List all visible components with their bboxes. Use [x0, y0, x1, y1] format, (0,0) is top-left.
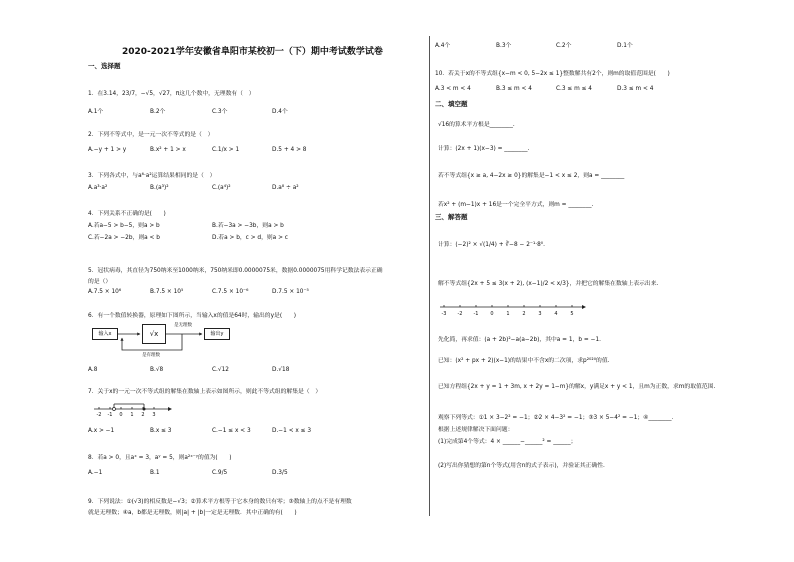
tick-label: 2 — [141, 412, 145, 418]
q2-option-c: C.1/x > 1 — [212, 147, 240, 153]
q6-option-b: B.√8 — [150, 367, 164, 373]
q9-option-b: B.3个 — [496, 43, 512, 49]
q19-stem: 已知方程组{2x + y = 1 + 3m, x + 2y = 1−m}的解x，y满足x + y < 1，且m为正数，求m的取值范围. — [438, 384, 716, 390]
tick-label: -3 — [441, 311, 447, 317]
q6-option-a: A.8 — [88, 367, 98, 373]
q3-option-a: A.a³·a² — [88, 185, 108, 191]
q9-option-c: C.2个 — [556, 43, 572, 49]
q13-stem: 若不等式组{x ≥ a, 4−2x ≥ 0}的解集是−1 < x ≤ 2，则a = ________ — [438, 173, 625, 179]
page-title: 2020-2021学年安徽省阜阳市某校初一（下）期中考试数学试卷 — [122, 47, 383, 57]
q5-option-b: B.7.5 × 10⁵ — [150, 289, 184, 295]
rational-branch-label: 是无理数 — [174, 323, 192, 328]
q16-number-line — [438, 300, 588, 320]
section-heading-fill: 二、填空题 — [435, 100, 468, 108]
tick-label: -1 — [473, 311, 479, 317]
q8-option-b: B.1 — [150, 470, 160, 476]
q10-option-b: B.3 ≤ m < 4 — [496, 86, 532, 92]
q6-option-d: D.√18 — [272, 367, 290, 373]
q18-stem: 已知：(x² + px + 2)(x−1)的结果中不含x的二次项，求p²⁰²⁰的值. — [438, 358, 610, 364]
tick-label: -2 — [457, 311, 463, 317]
q9-option-a: A.4个 — [435, 43, 451, 49]
q2-option-d: D.5 + 4 > 8 — [272, 147, 307, 153]
q10-option-c: C.3 ≤ m ≤ 4 — [556, 86, 592, 92]
column-divider — [429, 36, 430, 516]
q7-number-line — [92, 397, 172, 419]
q2-option-b: B.x² + 1 > x — [150, 147, 186, 153]
q9-stem-line2: 就是无理数；④a，b都是无理数，则|a| + |b|一定是无理数．其中正确的有( ) — [88, 510, 297, 516]
q4-option-c: C.若−2a > −2b，则a < b — [88, 235, 160, 241]
q4-stem: 4．下列关系不正确的是( ) — [88, 211, 166, 217]
q17-stem: 先化简，再求值：(a + 2b)²−a(a−2b)，其中a = 1，b = −1. — [438, 337, 601, 343]
q1-option-c: C.3个 — [212, 109, 228, 115]
q3-option-d: D.a⁸ ÷ a² — [272, 185, 299, 191]
q1-stem: 1．在3.14，23/7，−√5，√27，π这几个数中，无理数有（ ） — [88, 91, 255, 97]
q16-stem: 解不等式组{2x + 5 ≤ 3(x + 2), (x−1)/2 < x/3}，并把它的解集在数轴上表示出来. — [438, 281, 659, 287]
q1-option-b: B.2个 — [150, 109, 166, 115]
tick-label: 1 — [506, 311, 510, 317]
q10-stem: 10．若关于x的不等式组{x−m < 0, 5−2x ≤ 1}整数解共有2个，则m的取值范围是( ) — [435, 71, 670, 77]
q10-option-d: D.3 ≤ m < 4 — [617, 86, 654, 92]
q7-stem: 7．关于x的一元一次不等式组的解集在数轴上表示如图所示，则此不等式组的解集是（ ） — [88, 389, 322, 395]
section-heading-choice: 一、选择题 — [88, 62, 121, 70]
q8-option-d: D.3/5 — [272, 470, 288, 476]
q2-option-a: A.−y + 1 > y — [88, 147, 127, 153]
q6-option-c: C.√12 — [212, 367, 229, 373]
tick-label: 2 — [522, 311, 526, 317]
q2-stem: 2．下列不等式中，是一元一次不等式的是（ ） — [88, 132, 214, 138]
q4-option-a: A.若a−5 > b−5，则a > b — [88, 223, 160, 229]
q6-stem: 6．有一个数值转换器，原理如下图所示，当输入x的值是64时，输出的y是( ) — [88, 313, 296, 319]
q20-stem-line1: 观察下列等式：①1 × 3−2² = −1；②2 × 4−3² = −1；③3 × 5−4² = −1；④________． — [438, 415, 678, 421]
q9-stem-line1: 9．下列说法：①(√3)的相反数是−√3；②算术平方根等于它本身的数只有零；③数轴上的点不是有理数 — [88, 499, 352, 505]
q14-stem: 若x² + (m−1)x + 16是一个完全平方式，则m = ________. — [438, 202, 594, 208]
sqrt-box: √x — [142, 324, 166, 344]
irrational-branch-label: 是有理数 — [142, 353, 160, 358]
tick-label: 4 — [554, 311, 558, 317]
tick-label: 5 — [570, 311, 574, 317]
q8-stem: 8．若a > 0，且aˣ = 3，aʸ = 5，则a²ˣ⁻ʸ的值为( ) — [88, 455, 232, 461]
tick-label: 3 — [152, 412, 156, 418]
q4-option-d: D.若a > b，c > d，则a > c — [212, 235, 288, 241]
tick-label: -1 — [107, 412, 113, 418]
q5-option-a: A.7.5 × 10⁶ — [88, 289, 122, 295]
q7-option-a: A.x > −1 — [88, 428, 115, 434]
q8-option-a: A.−1 — [88, 470, 103, 476]
q4-option-b: B.若−3a > −3b，则a > b — [212, 223, 284, 229]
q7-option-c: C.−1 ≤ x < 3 — [212, 428, 251, 434]
q20-part1: (1)完成第4个等式：4 × ______−______² = ______； — [438, 439, 577, 445]
q10-option-a: A.3 < m < 4 — [435, 86, 471, 92]
tick-label: 3 — [538, 311, 542, 317]
input-box: 输入x — [92, 328, 118, 340]
q15-stem: 计算：(−2)² × √(1/4) + ∛−8 − 2⁻¹·8⁰. — [438, 242, 545, 248]
q9-option-d: D.1个 — [617, 43, 633, 49]
output-box: 输出y — [204, 328, 230, 340]
q7-option-d: D.−1 < x ≤ 3 — [272, 428, 312, 434]
tick-label: 0 — [119, 412, 123, 418]
section-heading-solve: 三、解答题 — [435, 213, 468, 221]
q11-stem: √16的算术平方根是________. — [438, 122, 515, 128]
q6-flowchart — [92, 322, 242, 362]
q1-option-d: D.4个 — [272, 109, 288, 115]
q8-option-c: C.9/5 — [212, 470, 228, 476]
q3-option-b: B.(a³)² — [150, 185, 169, 191]
q3-stem: 3．下列各式中，与a⁶·a²运算结果相同的是（ ） — [88, 173, 216, 179]
q20-stem-line2: 根据上述规律解决下面问题： — [438, 427, 514, 433]
q3-option-c: C.(a⁴)² — [212, 185, 231, 191]
q7-option-b: B.x ≤ 3 — [150, 428, 172, 434]
q5-option-c: C.7.5 × 10⁻⁶ — [212, 289, 249, 295]
tick-label: 0 — [490, 311, 494, 317]
q5-stem-line2: 的是（） — [88, 279, 112, 285]
q12-stem: 计算：(2x + 1)(x−3) = ________. — [438, 146, 530, 152]
tick-label: 1 — [130, 412, 134, 418]
q5-option-d: D.7.5 × 10⁻⁵ — [272, 289, 309, 295]
tick-label: -2 — [96, 412, 102, 418]
q5-stem-line1: 5．冠状病毒，其直径为750纳米至1000纳米，750纳米即0.0000075米，数据0.0000075用科学记数法表示正确 — [88, 268, 383, 274]
q1-option-a: A.1个 — [88, 109, 104, 115]
q20-part2: (2)写出你猜想的第n个等式(用含n的式子表示)，并验证其正确性. — [438, 463, 605, 469]
